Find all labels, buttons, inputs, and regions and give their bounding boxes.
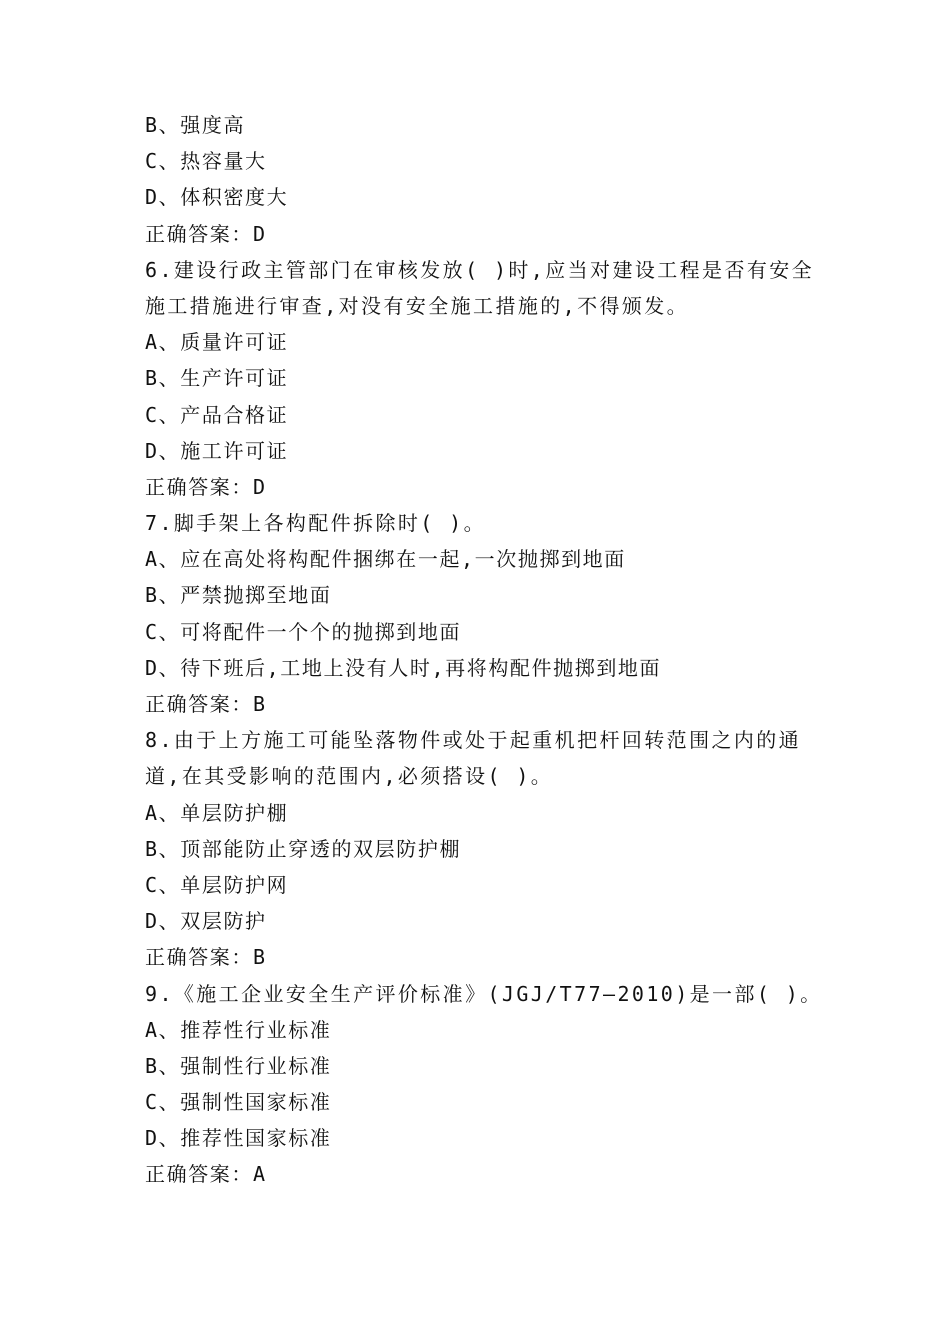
question-text: 8.由于上方施工可能坠落物件或处于起重机把杆回转范围之内的通	[145, 728, 802, 753]
answer-line: 正确答案：B	[145, 945, 267, 970]
question-text: 7.脚手架上各构配件拆除时( )。	[145, 511, 487, 536]
option-line: D、双层防护	[145, 909, 267, 934]
option-line: A、应在高处将构配件捆绑在一起,一次抛掷到地面	[145, 547, 626, 572]
option-line: B、顶部能防止穿透的双层防护棚	[145, 836, 462, 861]
option-line: C、产品合格证	[145, 402, 289, 427]
answer-line: 正确答案：A	[145, 1162, 267, 1187]
question-text: 6.建设行政主管部门在审核发放( )时,应当对建设工程是否有安全	[145, 257, 815, 282]
option-line: C、强制性国家标准	[145, 1090, 332, 1115]
answer-line: 正确答案：B	[145, 692, 267, 716]
document-page	[145, 107, 825, 1193]
option-line: D、推荐性国家标准	[145, 1126, 332, 1151]
option-line: A、质量许可证	[145, 330, 289, 355]
option-line: C、单层防护网	[145, 872, 289, 897]
question-text: 9.《施工企业安全生产评价标准》(JGJ/T77—2010)是一部( )。	[145, 981, 823, 1006]
option-line: B、强度高	[145, 113, 246, 137]
option-line: D、体积密度大	[145, 185, 289, 210]
option-line: A、推荐性行业标准	[145, 1017, 332, 1042]
option-line: B、生产许可证	[145, 366, 289, 391]
question-text: 道,在其受影响的范围内,必须搭设( )。	[145, 764, 554, 789]
option-line: B、强制性行业标准	[145, 1053, 332, 1078]
option-line: B、严禁抛掷至地面	[145, 583, 332, 608]
option-line: D、待下班后,工地上没有人时,再将构配件抛掷到地面	[145, 655, 662, 680]
question-text: 施工措施进行审查,对没有安全施工措施的,不得颁发。	[145, 293, 690, 318]
option-line: C、可将配件一个个的抛掷到地面	[145, 619, 462, 644]
answer-line: 正确答案：D	[145, 221, 267, 246]
option-line: A、单层防护棚	[145, 800, 289, 825]
option-line: C、热容量大	[145, 149, 267, 174]
option-line: D、施工许可证	[145, 438, 289, 463]
answer-line: 正确答案：D	[145, 474, 267, 499]
